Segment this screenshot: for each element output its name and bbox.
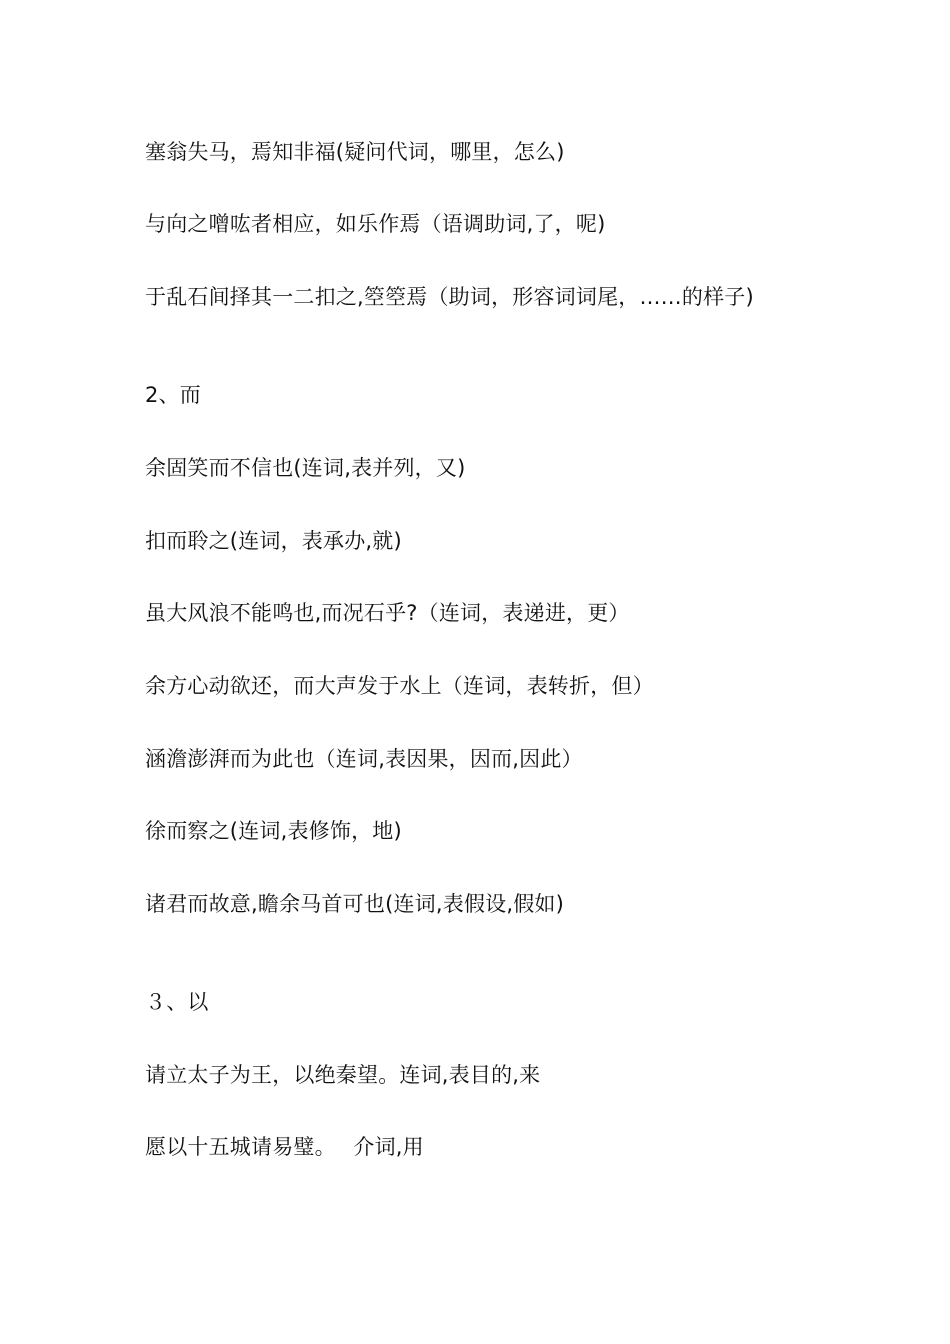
- text-line-8: 涵澹澎湃而为此也（连词,表因果，因而,因此）: [145, 747, 583, 771]
- text-line-6: 虽大风浪不能鸣也,而况石乎?（连词，表递进，更）: [145, 601, 630, 625]
- text-line-10: 诸君而故意,瞻余马首可也(连词,表假设,假如): [145, 892, 565, 916]
- text-line-11: 请立太子为王，以绝秦望。连词,表目的,来: [145, 1063, 541, 1087]
- text-line-2: 与向之噌吰者相应，如乐作焉（语调助词,了，呢): [145, 212, 606, 236]
- text-line-7: 余方心动欲还，而大声发于水上（连词，表转折，但）: [145, 674, 654, 698]
- text-line-12: 愿以十五城请易璧。 介词,用: [145, 1135, 424, 1159]
- text-line-9: 徐而察之(连词,表修饰，地): [145, 819, 402, 843]
- text-line-3: 于乱石间择其一二扣之,箜箜焉（助词，形容词词尾，……的样子): [145, 285, 754, 309]
- section-heading-2: 2、而: [145, 383, 201, 407]
- section-heading-3: ３、以: [145, 990, 209, 1014]
- text-line-4: 余固笑而不信也(连词,表并列，又): [145, 456, 466, 480]
- text-line-5: 扣而聆之(连词，表承办,就): [145, 529, 402, 553]
- text-line-1: 塞翁失马，焉知非福(疑问代词，哪里，怎么): [145, 140, 565, 164]
